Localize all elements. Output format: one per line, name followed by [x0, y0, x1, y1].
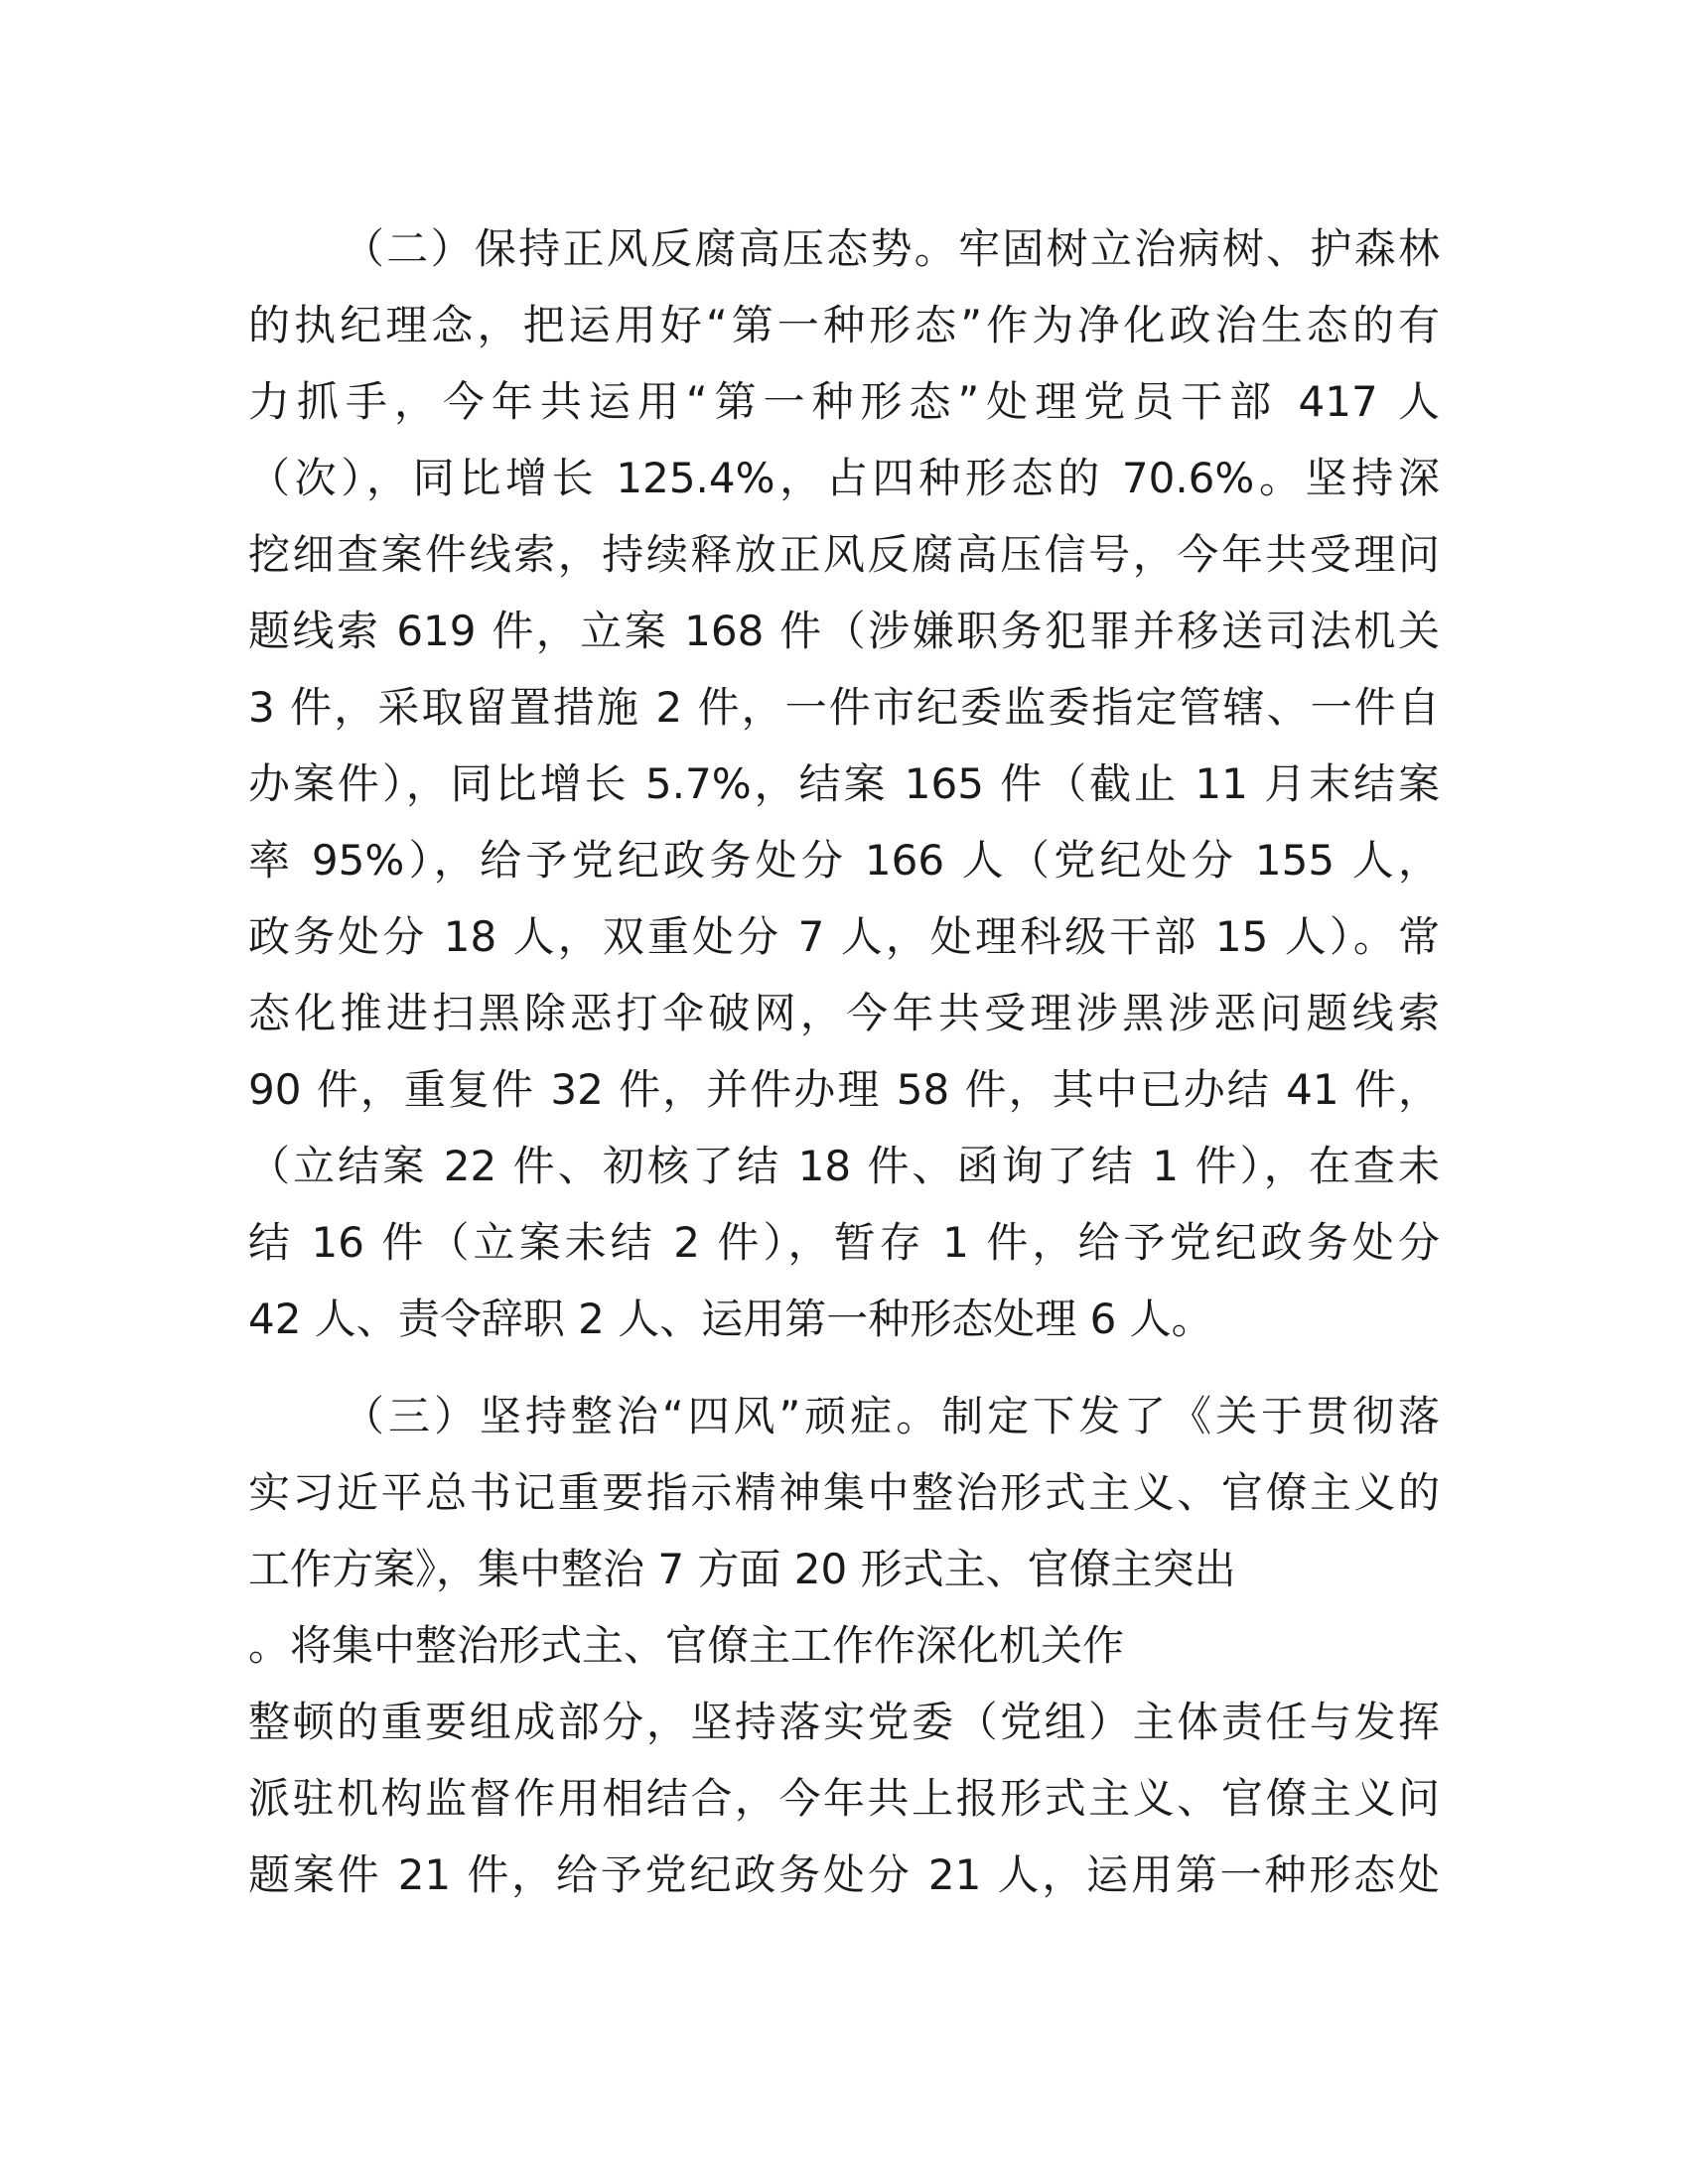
paragraph-line: 率 95%），给予党纪政务处分 166 人（党纪处分 155 人，	[248, 836, 1440, 885]
paragraph-line: 办案件），同比增长 5.7%，结案 165 件（截止 11 月末结案	[248, 759, 1440, 808]
paragraph-line: 工作方案》，集中整治 7 方面 20 形式主、官僚主突出	[248, 1545, 1236, 1593]
paragraph-line: 。将集中整治形式主、官僚主工作作深化机关作	[248, 1621, 1125, 1670]
paragraph-line: 3 件，采取留置措施 2 件，一件市纪委监委指定管辖、一件自	[248, 683, 1440, 732]
paragraph-line: （三）坚持整治“四风”顽症。制定下发了《关于贯彻落	[343, 1392, 1440, 1440]
paragraph-line: （次），同比增长 125.4%，占四种形态的 70.6%。坚持深	[248, 454, 1440, 502]
paragraph-line: 实习近平总书记重要指示精神集中整治形式主义、官僚主义的	[248, 1468, 1440, 1517]
paragraph-positive-anti-corruption	[248, 210, 1440, 1357]
paragraph-line: 力抓手，今年共运用“第一种形态”处理党员干部 417 人	[248, 377, 1440, 426]
paragraph-line: 挖细查案件线索，持续释放正风反腐高压信号，今年共受理问	[248, 530, 1440, 579]
paragraph-line: 的执纪理念，把运用好“第一种形态”作为净化政治生态的有	[248, 301, 1440, 349]
paragraph-line: 42 人、责令辞职 2 人、运用第一种形态处理 6 人。	[248, 1295, 1213, 1343]
paragraph-line: （立结案 22 件、初核了结 18 件、函询了结 1 件），在查未	[248, 1142, 1440, 1190]
paragraph-line: 结 16 件（立案未结 2 件），暂存 1 件，给予党纪政务处分	[248, 1218, 1440, 1267]
paragraph-line: 态化推进扫黑除恶打伞破网，今年共受理涉黑涉恶问题线索	[248, 989, 1440, 1037]
paragraph-line: （二）保持正风反腐高压态势。牢固树立治病树、护森林	[343, 224, 1440, 273]
paragraph-line: 题线索 619 件，立案 168 件（涉嫌职务犯罪并移送司法机关	[248, 607, 1440, 655]
paragraph-four-winds	[248, 1378, 1440, 1913]
paragraph-line: 90 件，重复件 32 件，并件办理 58 件，其中已办结 41 件，	[248, 1065, 1440, 1114]
paragraph-line: 派驻机构监督作用相结合，今年共上报形式主义、官僚主义问	[248, 1774, 1440, 1823]
paragraph-line: 政务处分 18 人，双重处分 7 人，处理科级干部 15 人）。常	[248, 912, 1440, 961]
paragraph-line: 整顿的重要组成部分，坚持落实党委（党组）主体责任与发挥	[248, 1698, 1440, 1746]
paragraph-line: 题案件 21 件，给予党纪政务处分 21 人，运用第一种形态处	[248, 1850, 1440, 1899]
